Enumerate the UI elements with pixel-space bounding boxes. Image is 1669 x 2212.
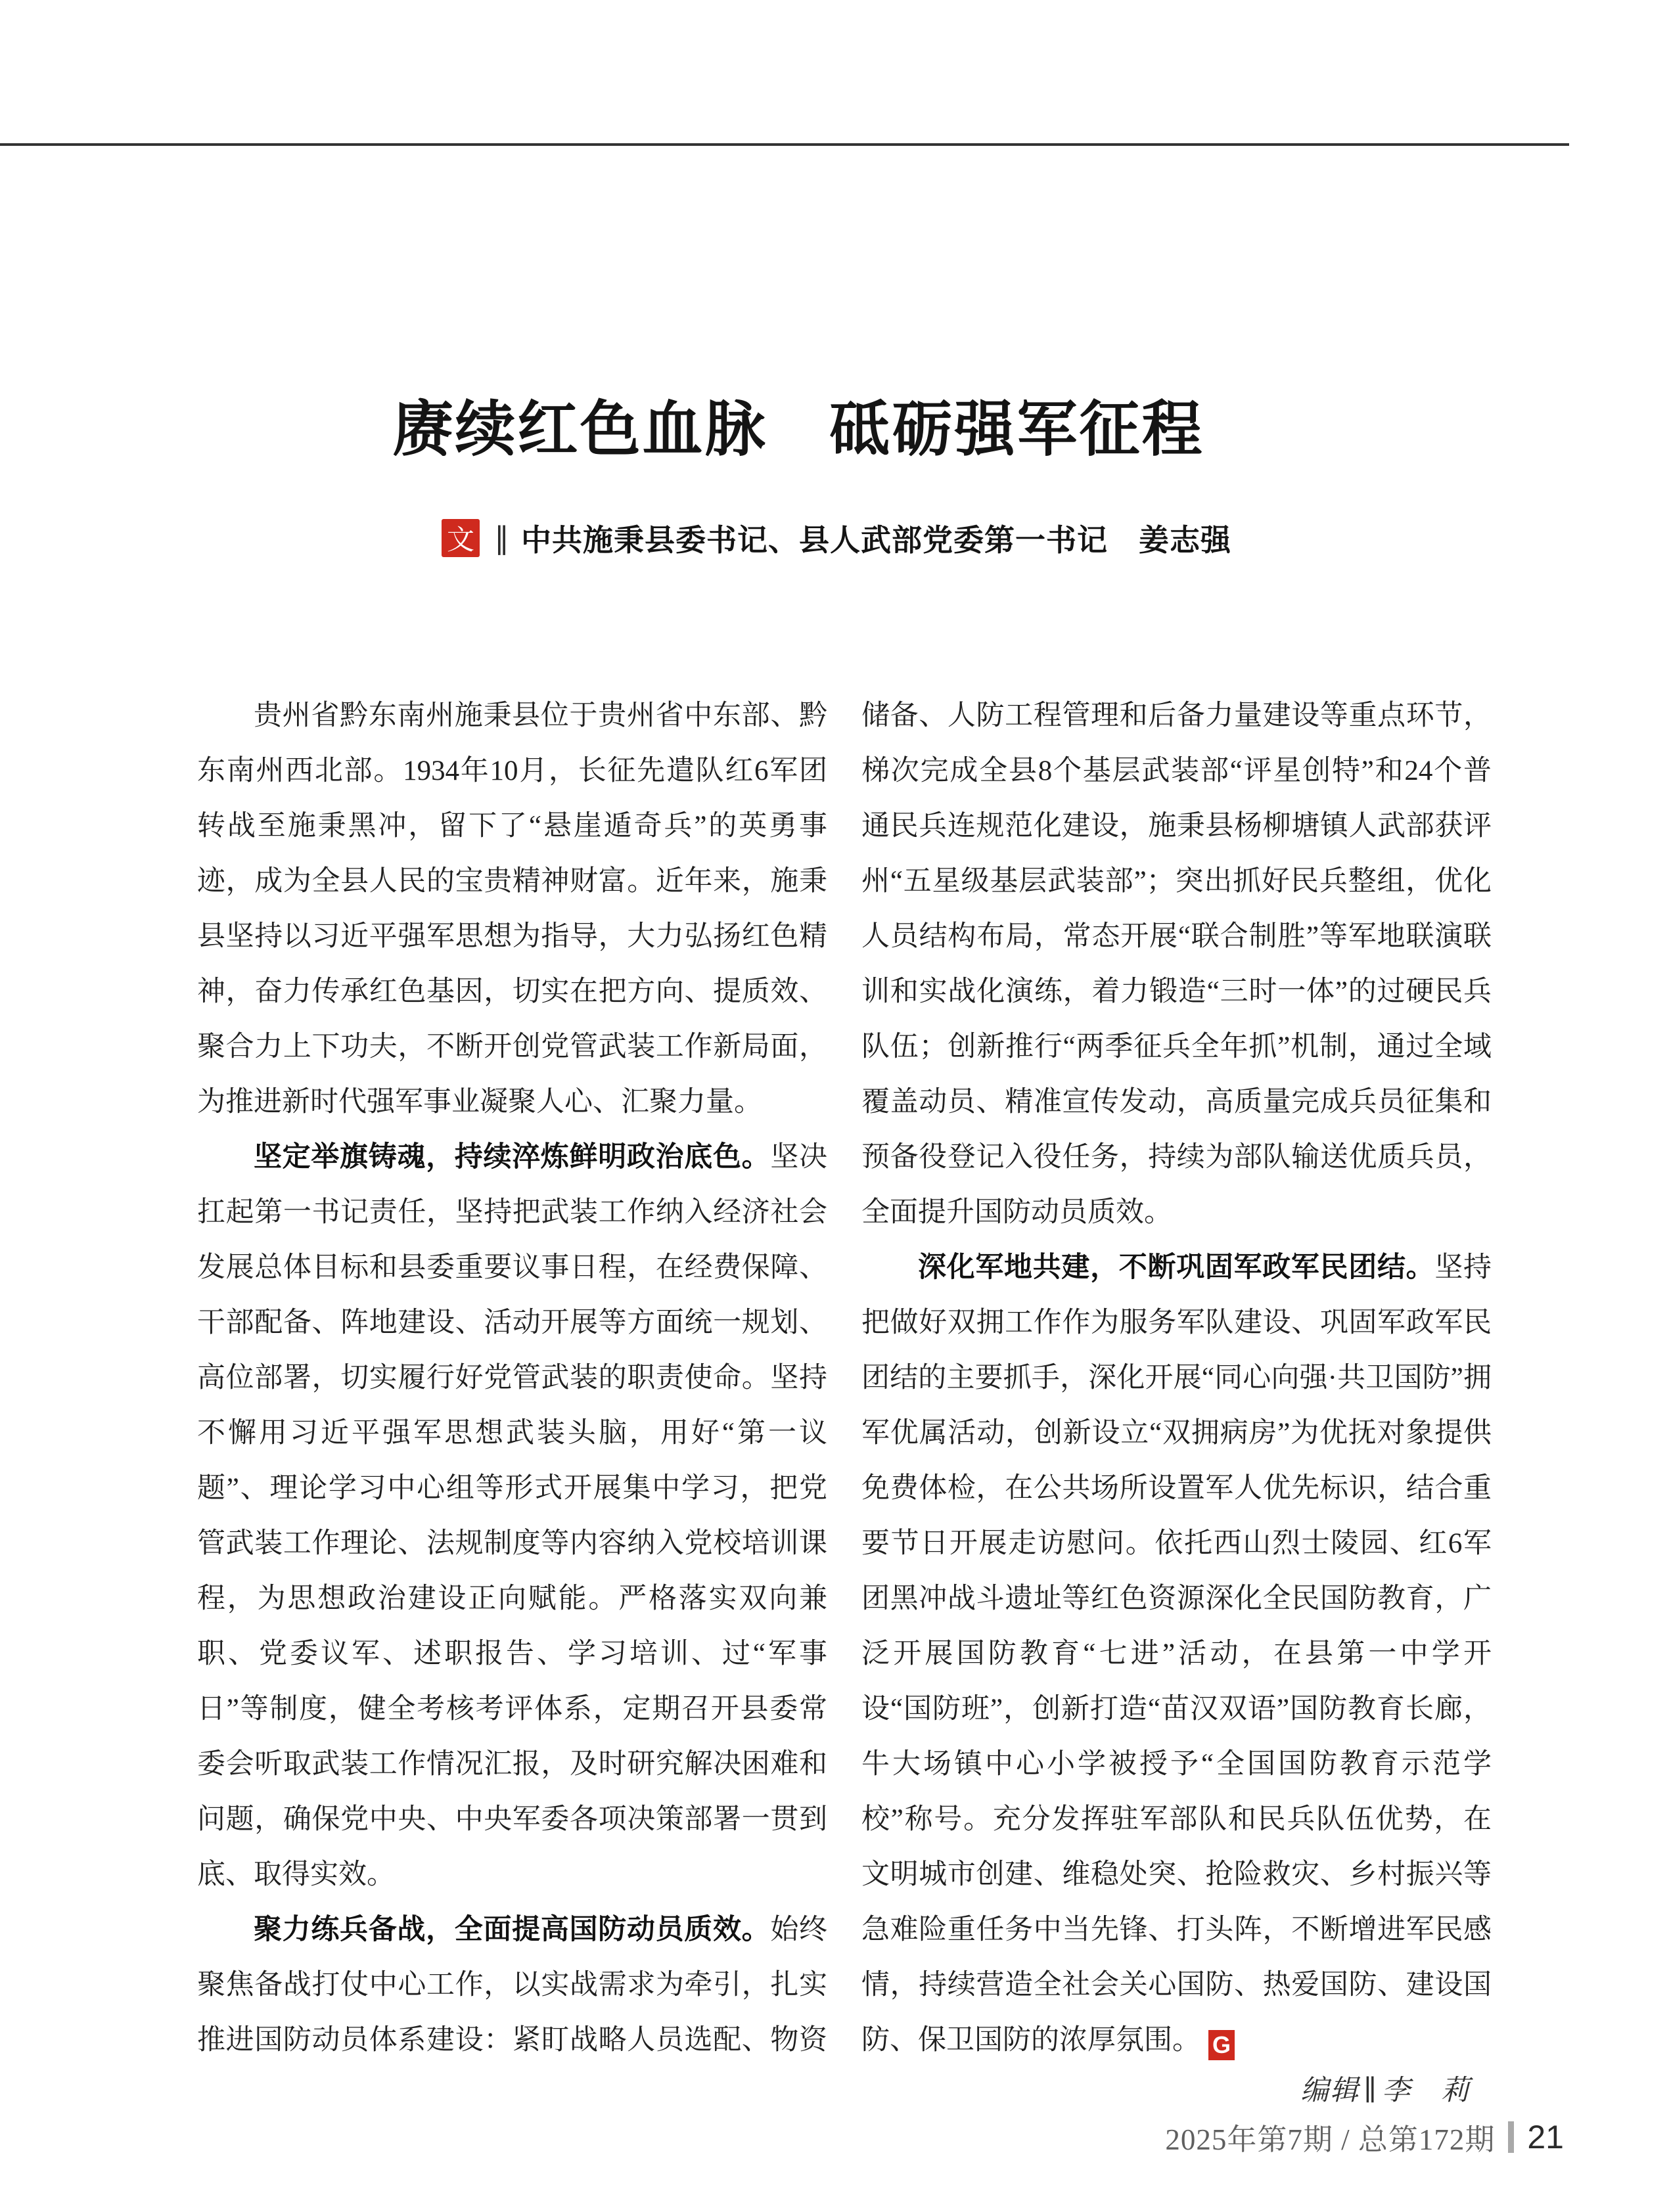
editor-separator: ∥ <box>1363 2075 1378 2106</box>
paragraph: 坚定举旗铸魂，持续淬炼鲜明政治底色。坚决扛起第一书记责任，坚持把武装工作纳入经济社会发展总体目标和县委重要议事日程，在经费保障、干部配备、阵地建设、活动开展等方面统一规划、高位部署，切实履行好党管武装的职责使命。坚持不懈用习近平强军思想武装头脑，用好“第一议题”、理论学习中心组等形式开展集中学习，把党管武装工作理论、法规制度等内容纳入党校培训课程，为思想政治建设正向赋能。严格落实双向兼职、党委议军、述职报告、学习培训、过“军事日”等制度，健全考核考评体系，定期召开县委常委会听取武装工作情况汇报，及时研究解决困难和问题，确保党中央、中央军委各项决策部署一贯到底、取得实效。 <box>197 1142 828 1890</box>
footer-issue-line <box>1165 2115 1564 2158</box>
editor-label: 编辑 <box>1300 2075 1360 2106</box>
paragraph-lead: 深化军地共建，不断巩固军政军民团结。 <box>918 1252 1435 1283</box>
editor-name: 李 莉 <box>1382 2075 1471 2106</box>
issue-info: 2025年第7期 / 总第172期 <box>1165 2123 1496 2156</box>
byline <box>442 516 1231 560</box>
article-body <box>197 688 1492 2068</box>
paragraph: 深化军地共建，不断巩固军政军民团结。坚持把做好双拥工作作为服务军队建设、巩固军政军民团结的主要抓手，深化开展“同心向强·共卫国防”拥军优属活动，创新设立“双拥病房”为优抚对象提供免费体检，在公共场所设置军人优先标识，结合重要节日开展走访慰问。依托西山烈士陵园、红6军团黑冲战斗遗址等红色资源深化全民国防教育，广泛开展国防教育“七进”活动，在县第一中学开设“国防班”，创新打造“苗汉双语”国防教育长廊，牛大场镇中心小学被授予“全国国防教育示范学校”称号。充分发挥驻军部队和民兵队伍优势，在文明城市创建、维稳处突、抢险救灾、乡村振兴等急难险重任务中当先锋、打头阵，不断增进军民感情，持续营造全社会关心国防、热爱国防、建设国防、保卫国防的浓厚氛围。 G <box>861 1240 1492 2068</box>
paragraph-lead: 坚定举旗铸魂，持续淬炼鲜明政治底色。 <box>254 1142 771 1173</box>
byline-separator: ∥ <box>494 521 509 555</box>
page-number-divider <box>1508 2121 1514 2153</box>
article-title: 赓续红色血脉 砥砺强军征程 <box>392 395 1204 463</box>
header-rule <box>0 143 1569 146</box>
byline-author: 中共施秉县委书记、县人武部党委第一书记 姜志强 <box>521 523 1231 557</box>
article-end-mark: G <box>1208 2030 1235 2060</box>
byline-wen-badge: 文 <box>442 519 480 557</box>
paragraph: 贵州省黔东南州施秉县位于贵州省中东部、黔东南州西北部。1934年10月，长征先遣队红6军团转战至施秉黑冲，留下了“悬崖遁奇兵”的英勇事迹，成为全县人民的宝贵精神财富。近年来，施秉县坚持以习近平强军思想为指导，大力弘扬红色精神，奋力传承红色基因，切实在把方向、提质效、聚合力上下功夫，不断开创党管武装工作新局面，为推进新时代强军事业凝聚人心、汇聚力量。 <box>197 700 827 1117</box>
page-number: 21 <box>1527 2118 1564 2156</box>
paragraph-lead: 聚力练兵备战，全面提高国防动员质效。 <box>254 1914 771 1945</box>
paragraph: 聚力练兵备战，全面提高国防动员质效。始终聚焦备战打仗中心工作，以实战需求为牵引，扎实推进国防动员体系建设：紧盯战略人员选配、物资储备、人防工程管理和后备力量建设等重点环节，梯次完成全县8个基层武装部“评星创特”和24个普通民兵连规范化建设，施秉县杨柳塘镇人武部获评州“五星级基层武装部”；突出抓好民兵整组，优化人员结构布局，常态开展“联合制胜”等军地联演联训和实战化演练，着力锻造“三时一体”的过硬民兵队伍；创新推行“两季征兵全年抓”机制，通过全域覆盖动员、精准宣传发动，高质量完成兵员征集和预备役登记入役任务，持续为部队输送优质兵员，全面提升国防动员质效。 <box>197 700 1492 2056</box>
footer-editor-line <box>1300 2068 1471 2108</box>
